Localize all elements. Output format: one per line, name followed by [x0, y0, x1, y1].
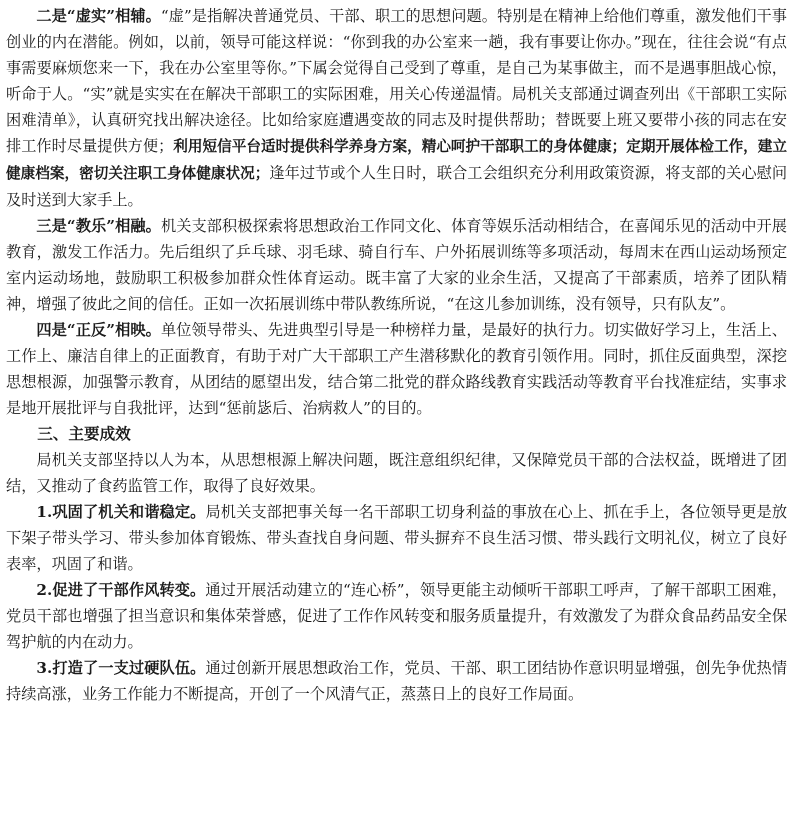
paragraph-zheng-fan [6, 317, 787, 421]
paragraph-result-2 [6, 577, 787, 655]
paragraph-lead: 三是“教乐”相融。 [36, 217, 161, 235]
paragraph-lead: 2.促进了干部作风转变。 [36, 581, 206, 599]
paragraph-text: 通过开展活动建立的“连心桥”，领导更能主动倾听干部职工呼声，了解干部职工困难，党员干部也增强了担当意识和集体荣誉感，促进了工作作风转变和服务质量提升，有效激发了为群众食品药品安全保驾护航的内在动力。 [6, 581, 788, 651]
paragraph-text: 通过创新开展思想政治工作，党员、干部、职工团结协作意识明显增强，创先争优热情持续高涨，业务工作能力不断提高，开创了一个风清气正，蒸蒸日上的良好工作局面。 [6, 659, 788, 703]
paragraph-text: 局机关支部坚持以人为本，从思想根源上解决问题，既注意组织纪律，又保障党员干部的合法权益，既增进了团结，又推动了食药监管工作，取得了良好效果。 [6, 451, 787, 495]
paragraph-lead: 二是“虚实”相辅。 [36, 7, 161, 25]
emphasized-text: 利用短信平台适时提供科学养身方案，精心呵护干部职工的身体健康；定期开展体检工作，建立健康档案，密切关注职工身体健康状况； [6, 138, 788, 182]
paragraph-summary [6, 447, 787, 499]
document-body [6, 3, 787, 707]
paragraph-result-1 [6, 499, 787, 577]
paragraph-text: 单位领导带头、先进典型引导是一种榜样力量，是最好的执行力。切实做好学习上，生活上、工作上、廉洁自律上的正面教育，有助于对广大干部职工产生潜移默化的教育引领作用。同时，抓住反面典型，深挖思想根源，加强警示教育，从团结的愿望出发，结合第二批党的群众路线教育实践活动等教育平台找准症结，实事求是地开展批评与自我批评，达到“惩前毖后、治病救人”的目的。 [6, 321, 787, 417]
paragraph-lead: 1.巩固了机关和谐稳定。 [36, 503, 206, 521]
paragraph-lead: 四是“正反”相映。 [36, 321, 161, 339]
paragraph-result-3 [6, 655, 787, 707]
paragraph-xu-shi [6, 3, 787, 213]
paragraph-text: “虚”是指解决普通党员、干部、职工的思想问题。特别是在精神上给他们尊重，激发他们干事创业的内在潜能。例如，以前，领导可能这样说：“你到我的办公室来一趟，我有事要让你办。”现在，往往会说“有点事需要麻烦您来一下，我在办公室里等你。”下属会觉得自己受到了尊重，是自己为某事做主，而不是遇事胆战心惊，听命于人。“实”就是实实在在解决干部职工的实际困难，用关心传递温情。局机关支部通过调查列出《干部职工实际困难清单》，认真研究找出解决途径。比如给家庭遭遇变故的同志及时提供帮助；替既要上班又要带小孩的同志在安排工作时尽量提供方便； [6, 7, 787, 155]
paragraph-text: 局机关支部把事关每一名干部职工切身利益的事放在心上、抓在手上，各位领导更是放下架子带头学习、带头参加体育锻炼、带头查找自身问题、带头摒弃不良生活习惯、带头践行文明礼仪，树立了良好表率，巩固了和谐。 [6, 503, 788, 573]
paragraph-lead: 3.打造了一支过硬队伍。 [36, 659, 206, 677]
paragraph-jiao-le [6, 213, 787, 317]
paragraph-text: 逢年过节或个人生日时，联合工会组织充分利用政策资源，将支部的关心慰问及时送到大家手上。 [6, 164, 788, 209]
paragraph-text: 机关支部积极探索将思想政治工作同文化、体育等娱乐活动相结合，在喜闻乐见的活动中开展教育，激发工作活力。先后组织了乒乓球、羽毛球、骑自行车、户外拓展训练等多项活动，每周末在西山运动场预定室内运动场地，鼓励职工积极参加群众性体育运动。既丰富了大家的业余生活，又提高了干部素质，培养了团队精神，增强了彼此之间的信任。正如一次拓展训练中带队教练所说，“在这儿参加训练，没有领导，只有队友”。 [6, 217, 787, 313]
section-heading: 三、主要成效 [37, 425, 131, 443]
